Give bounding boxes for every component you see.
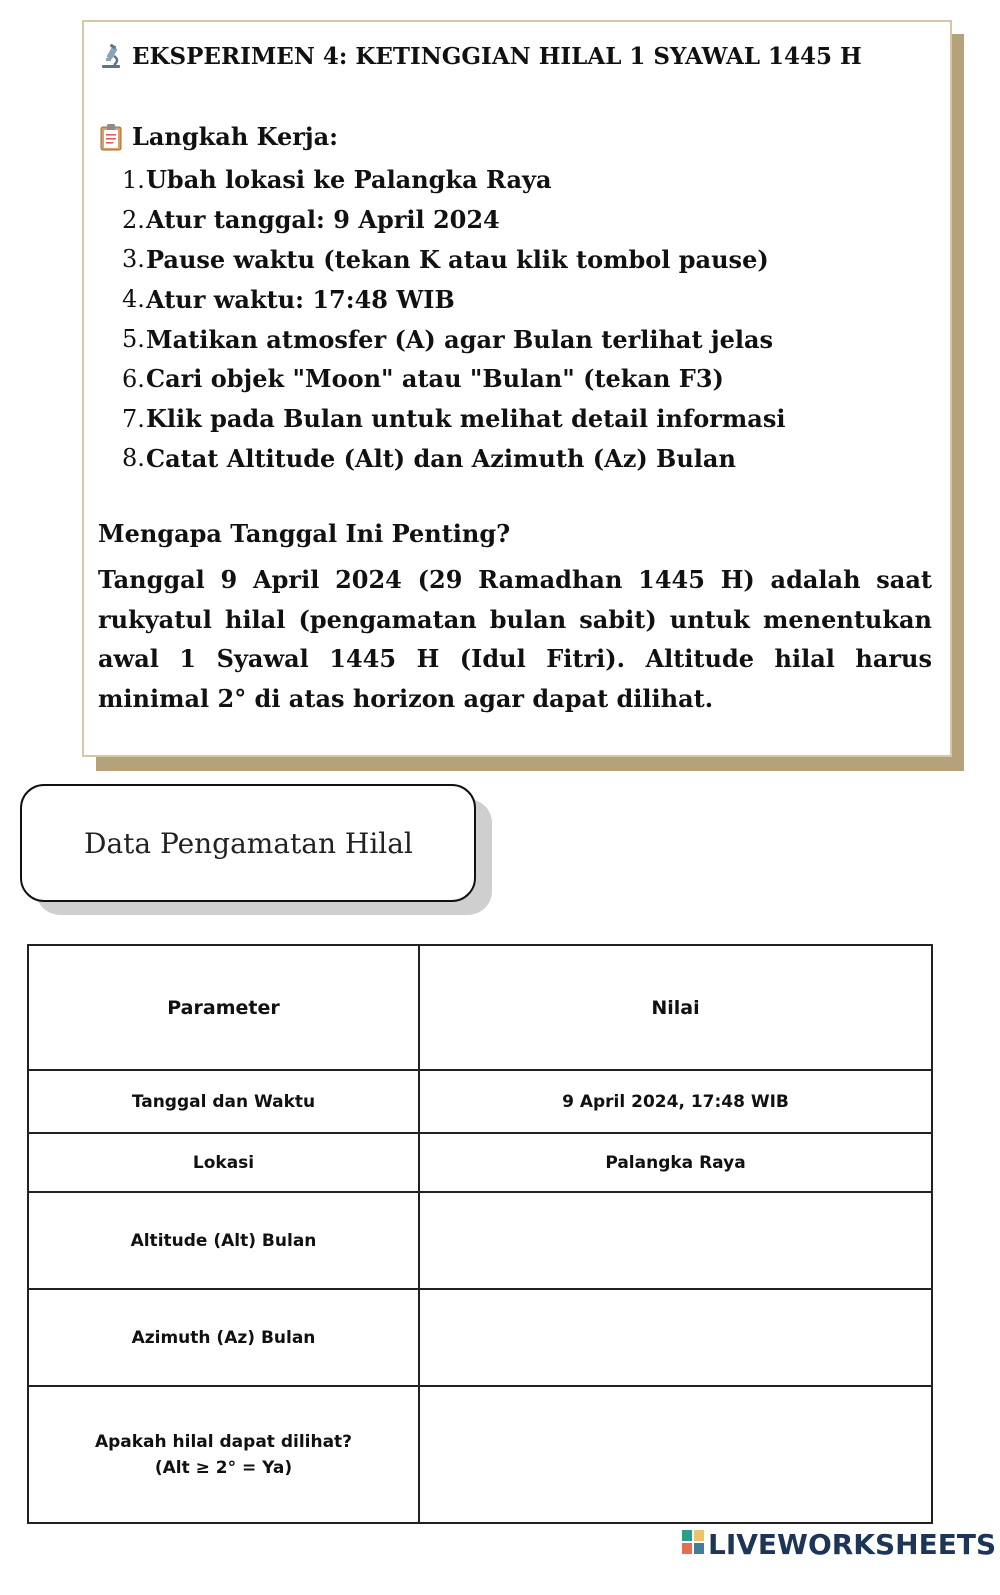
step-text: Ubah lokasi ke Palangka Raya bbox=[146, 165, 552, 195]
step-text: Catat Altitude (Alt) dan Azimuth (Az) Bulan bbox=[146, 443, 736, 473]
experiment-title bbox=[98, 43, 862, 70]
steps-list bbox=[122, 160, 785, 478]
param-cell: Lokasi bbox=[28, 1133, 419, 1192]
table-header-row bbox=[28, 945, 932, 1070]
header-value: Nilai bbox=[419, 945, 932, 1070]
step-number: 1. bbox=[122, 165, 145, 194]
step-number: 4. bbox=[122, 285, 145, 314]
step-item bbox=[122, 439, 785, 479]
steps-heading-text: Langkah Kerja: bbox=[132, 122, 338, 151]
step-text: Klik pada Bulan untuk melihat detail informasi bbox=[146, 404, 786, 434]
clipboard-icon bbox=[98, 123, 124, 151]
step-item bbox=[122, 200, 785, 240]
param-cell bbox=[28, 1386, 419, 1523]
value-cell: 9 April 2024, 17:48 WIB bbox=[419, 1070, 932, 1133]
step-item bbox=[122, 359, 785, 399]
step-number: 6. bbox=[122, 364, 145, 393]
why-heading: Mengapa Tanggal Ini Penting? bbox=[98, 519, 511, 548]
section-label: Data Pengamatan Hilal bbox=[84, 826, 413, 860]
visibility-answer-field[interactable] bbox=[419, 1386, 932, 1523]
liveworksheets-logo bbox=[682, 1528, 996, 1561]
step-number: 3. bbox=[122, 245, 145, 274]
microscope-icon bbox=[98, 44, 124, 70]
step-number: 5. bbox=[122, 325, 145, 354]
step-text: Matikan atmosfer (A) agar Bulan terlihat jelas bbox=[146, 324, 774, 354]
steps-heading bbox=[98, 122, 338, 151]
step-text: Pause waktu (tekan K atau klik tombol pause) bbox=[146, 244, 769, 274]
observation-table bbox=[27, 944, 933, 1524]
experiment-title-text: EKSPERIMEN 4: KETINGGIAN HILAL 1 SYAWAL 1445 H bbox=[132, 43, 862, 70]
step-number: 8. bbox=[122, 444, 145, 473]
step-text: Atur waktu: 17:48 WIB bbox=[146, 284, 455, 314]
azimuth-answer-field[interactable] bbox=[419, 1289, 932, 1386]
step-text: Atur tanggal: 9 April 2024 bbox=[146, 205, 500, 235]
step-item bbox=[122, 240, 785, 280]
param-line: (Alt ≥ 2° = Ya) bbox=[154, 1457, 293, 1478]
instruction-card bbox=[82, 20, 952, 757]
table-row bbox=[28, 1070, 932, 1133]
table-row bbox=[28, 1133, 932, 1192]
step-number: 7. bbox=[122, 404, 145, 433]
value-cell: Palangka Raya bbox=[419, 1133, 932, 1192]
step-item bbox=[122, 279, 785, 319]
header-parameter: Parameter bbox=[28, 945, 419, 1070]
table-row bbox=[28, 1386, 932, 1523]
section-label-box bbox=[20, 784, 476, 902]
param-line: Apakah hilal dapat dilihat? bbox=[94, 1431, 353, 1452]
step-item bbox=[122, 160, 785, 200]
param-cell: Tanggal dan Waktu bbox=[28, 1070, 419, 1133]
step-item bbox=[122, 399, 785, 439]
liveworksheets-logo-icon bbox=[682, 1528, 704, 1561]
why-body: Tanggal 9 April 2024 (29 Ramadhan 1445 H) adalah saat rukyatul hilal (pengamatan bulan sabit) untuk menentukan awal 1 Syawal 1445 H (Idul Fitri). Altitude hilal harus minimal 2° di atas horizon agar dapat dilihat. bbox=[98, 565, 932, 713]
param-cell: Azimuth (Az) Bulan bbox=[28, 1289, 419, 1386]
param-cell: Altitude (Alt) Bulan bbox=[28, 1192, 419, 1289]
step-item bbox=[122, 319, 785, 359]
table-row bbox=[28, 1192, 932, 1289]
altitude-answer-field[interactable] bbox=[419, 1192, 932, 1289]
liveworksheets-logo-text: LIVEWORKSHEETS bbox=[708, 1528, 997, 1561]
step-number: 2. bbox=[122, 205, 145, 234]
step-text: Cari objek "Moon" atau "Bulan" (tekan F3) bbox=[146, 364, 724, 394]
table-row bbox=[28, 1289, 932, 1386]
